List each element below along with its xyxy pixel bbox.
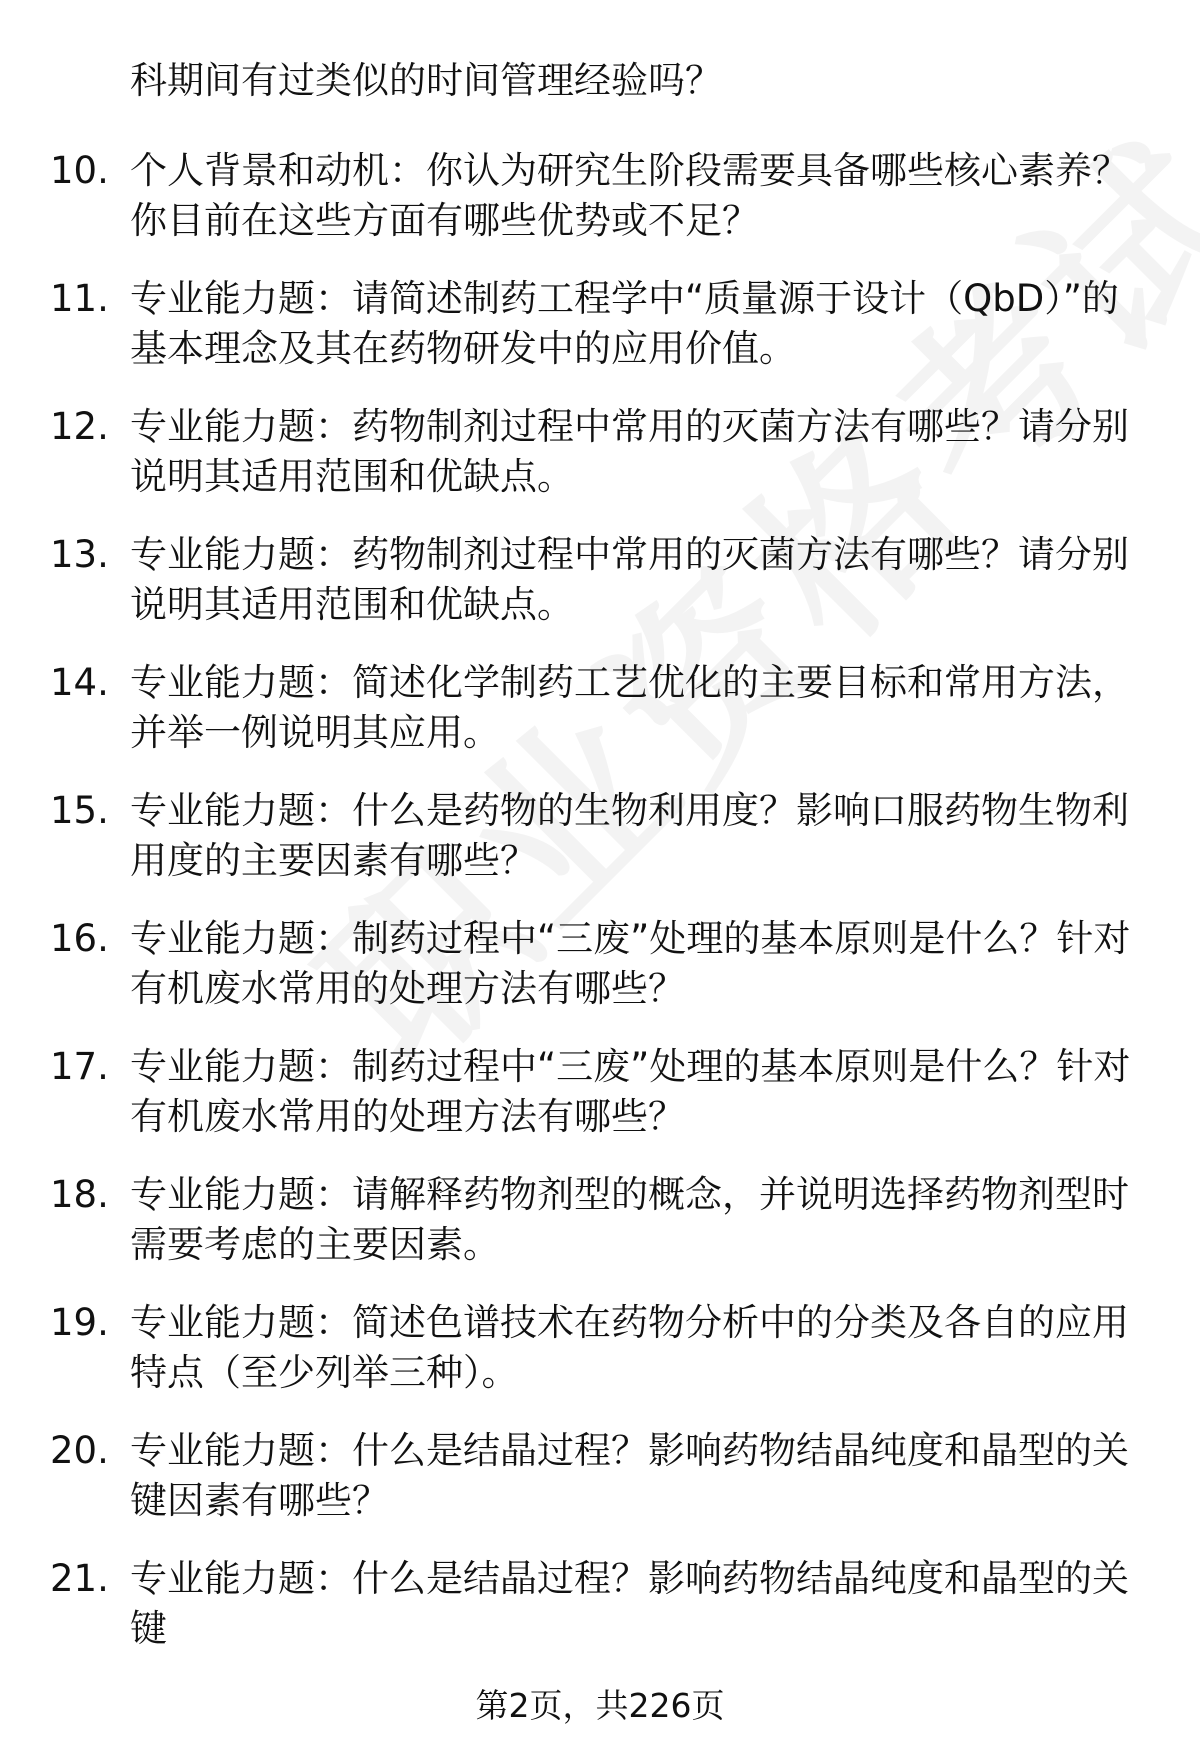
question-text: 专业能力题：制药过程中“三废”处理的基本原则是什么？针对有机废水常用的处理方法有哪些？	[130, 1045, 1131, 1138]
question-item	[0, 402, 1200, 530]
page-footer: 第2页，共226页	[475, 1686, 725, 1725]
question-text: 专业能力题：制药过程中“三废”处理的基本原则是什么？针对有机废水常用的处理方法有哪些？	[130, 917, 1131, 1010]
continued-text: 科期间有过类似的时间管理经验吗？	[130, 59, 722, 102]
question-text: 专业能力题：什么是结晶过程？影响药物结晶纯度和晶型的关键因素有哪些？	[130, 1429, 1129, 1522]
question-item	[0, 1170, 1200, 1298]
question-item	[0, 1426, 1200, 1554]
question-number: 19.	[50, 1301, 109, 1344]
question-number: 20.	[50, 1429, 109, 1472]
question-item	[0, 914, 1200, 1042]
question-item	[0, 1042, 1200, 1170]
question-item	[0, 274, 1200, 402]
question-text: 专业能力题：请简述制药工程学中“质量源于设计（QbD）”的基本理念及其在药物研发中的应用价值。	[130, 277, 1119, 370]
question-number: 21.	[50, 1557, 109, 1600]
question-text: 专业能力题：什么是结晶过程？影响药物结晶纯度和晶型的关键	[130, 1557, 1129, 1650]
question-item	[0, 146, 1200, 274]
question-text: 专业能力题：请解释药物剂型的概念，并说明选择药物剂型时需要考虑的主要因素。	[130, 1173, 1129, 1266]
question-item	[0, 786, 1200, 914]
question-text: 专业能力题：药物制剂过程中常用的灭菌方法有哪些？请分别说明其适用范围和优缺点。	[130, 405, 1129, 498]
question-text: 个人背景和动机：你认为研究生阶段需要具备哪些核心素养？你目前在这些方面有哪些优势或不足？	[130, 149, 1129, 242]
question-number: 14.	[50, 661, 109, 704]
question-number: 12.	[50, 405, 109, 448]
question-number: 17.	[50, 1045, 109, 1088]
question-item	[0, 658, 1200, 786]
question-list	[0, 146, 1200, 1682]
question-item	[0, 530, 1200, 658]
question-number: 11.	[50, 277, 109, 320]
question-text: 专业能力题：简述化学制药工艺优化的主要目标和常用方法，并举一例说明其应用。	[130, 661, 1129, 754]
question-text: 专业能力题：什么是药物的生物利用度？影响口服药物生物利用度的主要因素有哪些？	[130, 789, 1129, 882]
question-number: 10.	[50, 149, 109, 192]
question-number: 16.	[50, 917, 109, 960]
question-item	[0, 1554, 1200, 1682]
question-item	[0, 1298, 1200, 1426]
question-number: 15.	[50, 789, 109, 832]
question-number: 18.	[50, 1173, 109, 1216]
question-number: 13.	[50, 533, 109, 576]
question-text: 专业能力题：药物制剂过程中常用的灭菌方法有哪些？请分别说明其适用范围和优缺点。	[130, 533, 1129, 626]
question-text: 专业能力题：简述色谱技术在药物分析中的分类及各自的应用特点（至少列举三种）。	[130, 1301, 1129, 1394]
